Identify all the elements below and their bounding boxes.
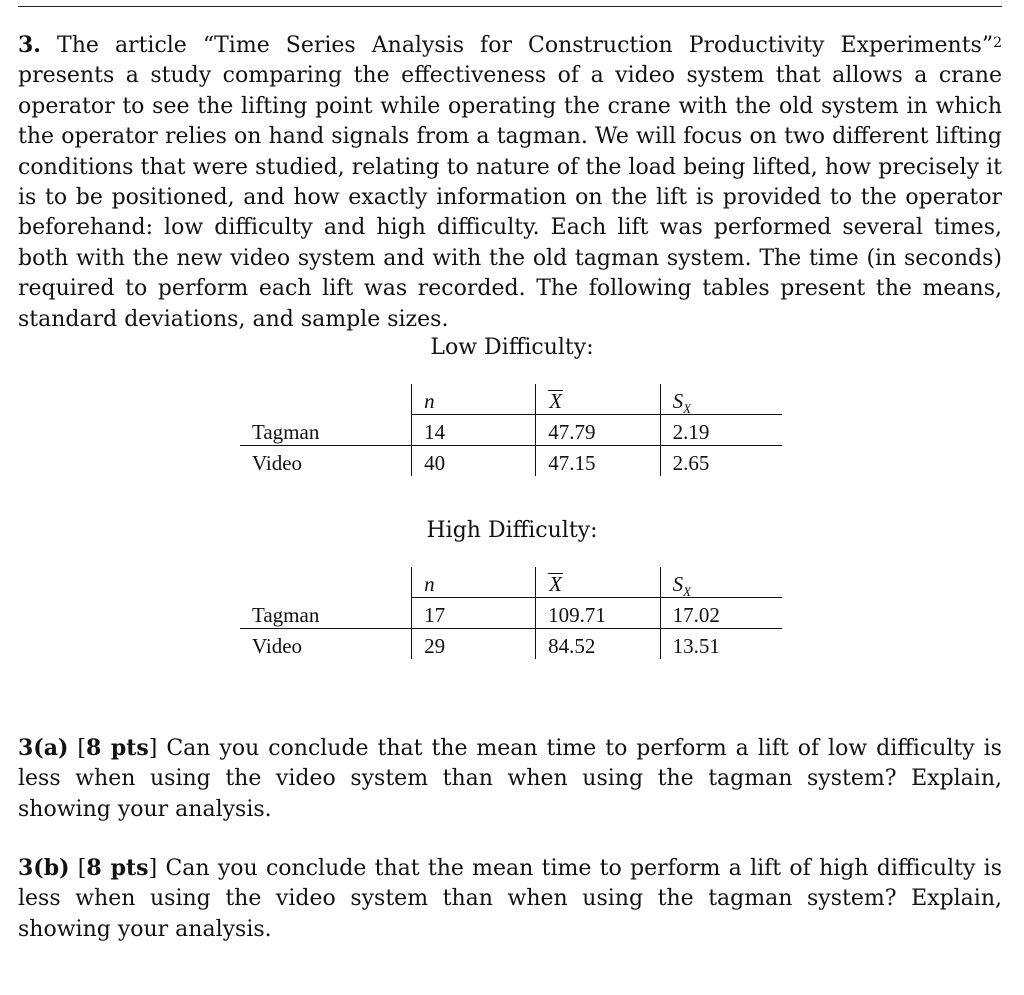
question-3a [18,733,1002,825]
header-sd: $S_X$ [660,567,782,598]
header-sd: $S_X$ [660,384,782,415]
question-text: Can you conclude that the mean time to perform a lift of low difficulty is less when using the video system than when using the tagman system? Explain, showing your analysis. [18,736,1002,822]
cell-n: 29 [412,629,536,660]
question-points: [8 pts] [77,855,158,881]
cell-n: 14 [412,415,536,446]
low-difficulty-table [240,384,782,476]
header-blank [240,567,412,598]
table-row [240,415,782,446]
cell-n: 17 [412,598,536,629]
high-difficulty-table [240,567,782,659]
header-n: n [412,567,536,598]
low-difficulty-caption: Low Difficulty: [430,335,594,360]
problem-text-end: presents a study comparing the effectiveness of a video system that allows a crane operator to see the lifting point while operating the crane with the old system in which the operator relies on hand signals from a tagman. We will focus on two different lifting conditions that were studied, relating to nature of the load being lifted, how precisely it is to be positioned, and how exactly information on the lift is provided to the operator beforehand: low difficulty and high difficulty. Each lift was performed several times, both with the new video system and with the old tagman system. The time (in seconds) required to perform each lift was recorded. The following tables present the means, standard deviations, and sample sizes. [18,63,1002,332]
question-text: Can you conclude that the mean time to perform a lift of high difficulty is less when using the video system than when using the tagman system? Explain, showing your analysis. [18,856,1002,942]
cell-n: 40 [412,446,536,477]
problem-statement [18,30,1002,335]
problem-text-start: The article “Time Series Analysis for Construction Productivity Experiments” [57,33,994,58]
row-label: Video [252,451,303,475]
question-label: 3(a) [18,735,69,761]
question-label: 3(b) [18,855,70,881]
high-difficulty-caption: High Difficulty: [426,518,598,543]
cell-sd: 2.65 [660,446,782,477]
row-label: Tagman [240,415,412,446]
cell-mean: 84.52 [536,629,660,660]
cell-sd: 17.02 [660,598,782,629]
table-row [240,598,782,629]
header-n: n [412,384,536,415]
table-header-row [240,384,782,415]
problem-number: 3. [18,32,41,58]
cell-mean: 109.71 [536,598,660,629]
top-rule [18,6,1002,7]
table-header-row [240,567,782,598]
row-label: Tagman [240,598,412,629]
footnote-mark: 2 [993,35,1003,51]
table-row [240,446,782,477]
header-mean: X [536,384,660,415]
cell-sd: 13.51 [660,629,782,660]
cell-mean: 47.15 [536,446,660,477]
header-blank [240,384,412,415]
question-3b [18,853,1002,945]
question-points: [8 pts] [77,735,158,761]
row-label: Video [252,634,303,658]
table-row [240,629,782,660]
cell-sd: 2.19 [660,415,782,446]
cell-mean: 47.79 [536,415,660,446]
header-mean: X [536,567,660,598]
